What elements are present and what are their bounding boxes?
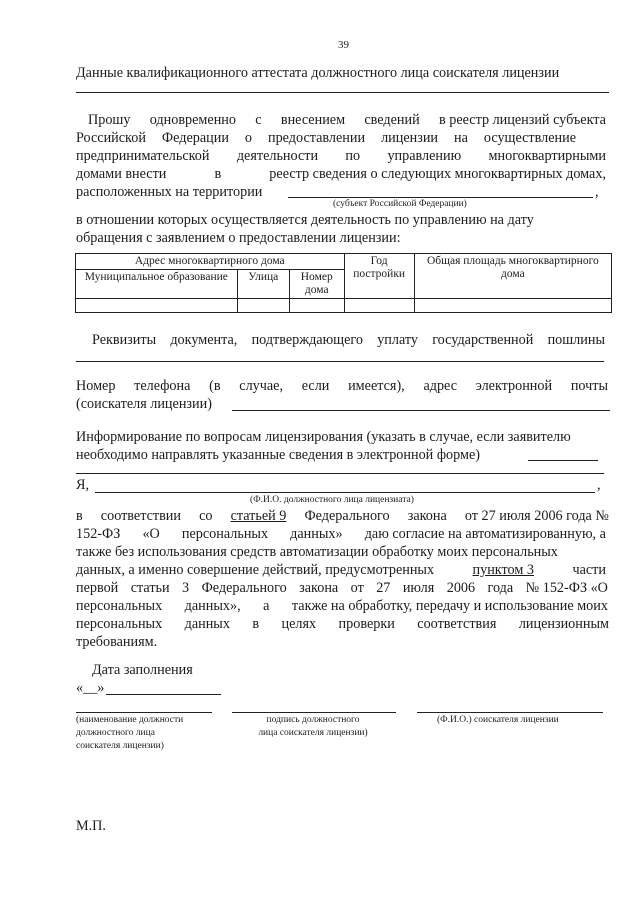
- i-label: Я,: [76, 477, 90, 493]
- subject-caption: (субъект Российской Федерации): [333, 199, 467, 209]
- consent-line-7: персональных данных в целях проверки соответствия лицензионным: [76, 616, 609, 632]
- date-label: Дата заполнения: [92, 662, 193, 678]
- consent-line-5: первой статьи 3 Федерального закона от 27 июля 2006 года № 152-ФЗ «О: [76, 580, 608, 596]
- stamp-place: М.П.: [76, 818, 106, 834]
- payment-label: Реквизиты документа, подтверждающего уплату государственной пошлины: [92, 332, 605, 348]
- signature-caption: подпись должностного лица соискателя лицензии): [258, 715, 368, 738]
- phone-email-sublabel: (соискателя лицензии): [76, 396, 212, 412]
- cell-house[interactable]: [289, 299, 344, 313]
- article-9-link[interactable]: статьей 9: [230, 508, 287, 524]
- consent-line-6: персональных данных», а также на обработку, передачу и использование моих: [76, 598, 608, 614]
- request-line-6: в отношении которых осуществляется деятельность по управлению на дату: [76, 212, 534, 228]
- address-table: [75, 253, 612, 313]
- signature-field[interactable]: [232, 712, 396, 713]
- fio-field[interactable]: [95, 492, 595, 493]
- informing-sublabel: необходимо направлять указанные сведения в электронной форме): [76, 447, 480, 463]
- request-line-2: Российской Федерации о предоставлении лицензии на осуществление: [76, 130, 576, 146]
- request-line-1: Прошу одновременно с внесением сведений в реестр лицензий субъекта: [88, 112, 606, 128]
- position-caption: (наименование должности должностного лица соискателя лицензии): [76, 715, 184, 751]
- header-house: Номер дома: [289, 270, 344, 299]
- fio-caption: (Ф.И.О. должностного лица лицензиата): [250, 495, 414, 505]
- consent-line-3: также без использования средств автоматизации обработку моих персональных: [76, 544, 558, 560]
- header-street: Улица: [237, 270, 289, 299]
- phone-email-field[interactable]: [232, 410, 610, 411]
- qualification-label: Данные квалификационного аттестата должностного лица соискателя лицензии: [76, 65, 560, 81]
- request-line-5: расположенных на территории: [76, 184, 263, 200]
- date-day[interactable]: «__»: [76, 680, 105, 696]
- cell-area[interactable]: [414, 299, 611, 313]
- informing-label: Информирование по вопросам лицензирования (указать в случае, если заявителю: [76, 429, 571, 445]
- request-line-3: предпринимательской деятельности по управлению многоквартирными: [76, 148, 606, 164]
- header-address: Адрес многоквартирного дома: [76, 254, 345, 270]
- consent-line-1: в соответствии со статьей 9 Федерального закона от 27 июля 2006 года №: [76, 508, 609, 524]
- subject-comma: ,: [595, 184, 599, 200]
- payment-field[interactable]: [76, 361, 604, 362]
- date-field[interactable]: [106, 694, 221, 695]
- cell-year[interactable]: [344, 299, 414, 313]
- informing-field[interactable]: [528, 460, 598, 461]
- fio-comma: ,: [597, 477, 601, 493]
- consent-line-4: данных, а именно совершение действий, предусмотренных пунктом 3 части: [76, 562, 606, 578]
- consent-line-8: требованиям.: [76, 634, 158, 650]
- consent-line-2: 152-ФЗ «О персональных данных» даю согласие на автоматизированную, а: [76, 526, 606, 542]
- position-field[interactable]: [76, 712, 212, 713]
- cell-municipal[interactable]: [76, 299, 238, 313]
- cell-street[interactable]: [237, 299, 289, 313]
- informing-field-2[interactable]: [76, 473, 604, 474]
- fio-signature-caption: (Ф.И.О.) соискателя лицензии: [437, 715, 559, 725]
- qualification-field[interactable]: [76, 92, 609, 93]
- request-line-7: обращения с заявлением о предоставлении лицензии:: [76, 230, 401, 246]
- request-line-4: домами внести в реестр сведения о следующих многоквартирных домах,: [76, 166, 606, 182]
- page-number: 39: [338, 39, 349, 51]
- phone-email-label: Номер телефона (в случае, если имеется), адрес электронной почты: [76, 378, 608, 394]
- point-3-link[interactable]: пунктом 3: [472, 562, 534, 578]
- header-municipal: Муниципальное образование: [76, 270, 238, 299]
- header-year: Год постройки: [344, 254, 414, 299]
- header-area: Общая площадь многоквартирного дома: [414, 254, 611, 299]
- fio-signature-field[interactable]: [417, 712, 603, 713]
